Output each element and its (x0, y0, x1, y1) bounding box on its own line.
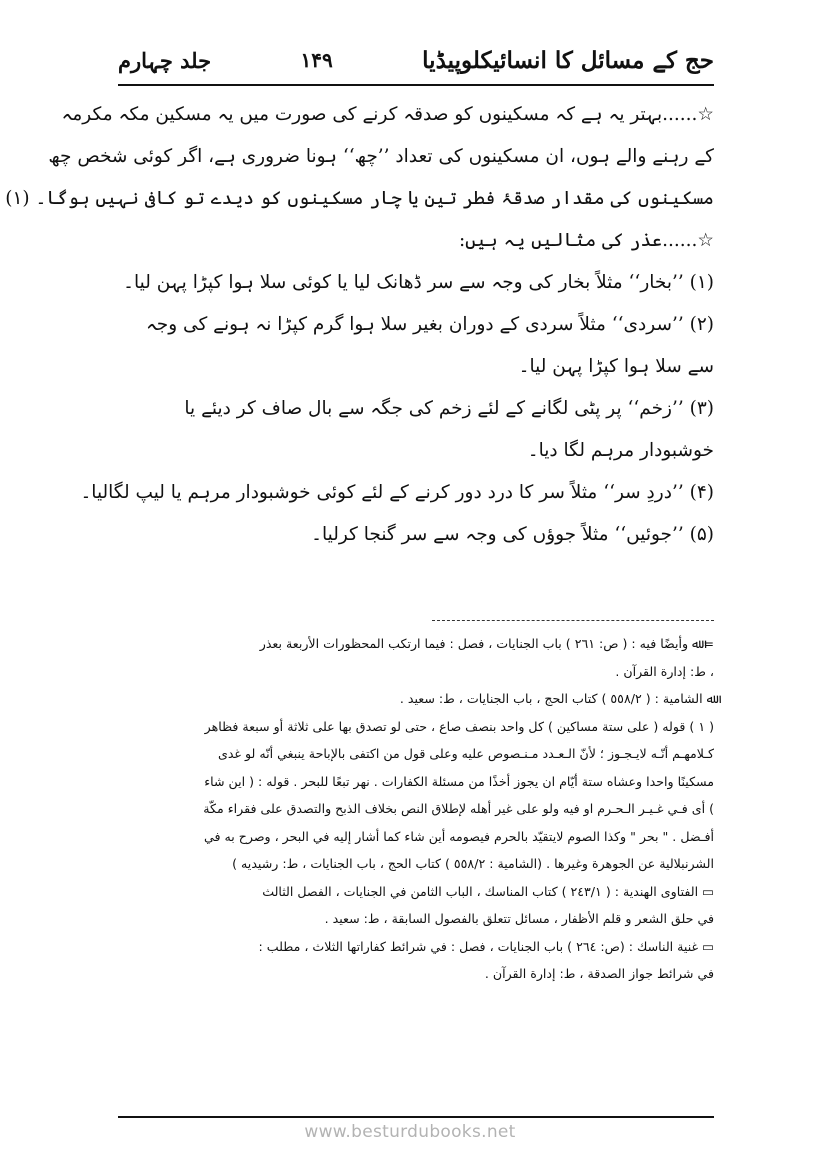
header-rule (118, 84, 714, 86)
footnote-line: ▭ غنية الناسك : (ص: ٢٦٤ ) باب الجنايات ، فصل : في شرائط كفاراتها الثلاث ، مطلب : (258, 938, 714, 954)
footnote-line: ، ط: إدارة القرآن . (615, 663, 714, 679)
body-line: سے سلا ہوا کپڑا پہن لیا۔ (518, 356, 714, 377)
footnote-line: = ﷲ وأيضًا فيه : ( ص: ٢٦١ ) باب الجنايات ، فصل : فيما ارتكب المحظورات الأربعة بعذر (259, 636, 714, 651)
body-line: (۴) ’’دردِ سر‘‘ مثلاً سر کا درد دور کرنے کے لئے کوئی خوشبودار مرہم یا لیپ لگالیا۔ (80, 482, 714, 503)
footnote-line: ▭ الفتاوى الهندية : ( ٢٤٣/١ ) كتاب المناسك ، الباب الثامن في الجنايات ، الفصل الثالث (262, 883, 714, 899)
volume-label: جلد چہارم (118, 47, 212, 73)
footnote-line: ﷲ الشامية : ( ٥٥٨/٢ ) كتاب الحج ، باب الجنايات ، ط: سعيد . (399, 691, 714, 706)
body-line: (۲) ’’سردی‘‘ مثلاً سردی کے دوران بغیر سلا ہوا گرم کپڑا نہ ہونے کی وجہ (145, 314, 714, 335)
book-title: حج کے مسائل کا انسائیکلوپیڈیا (422, 46, 714, 74)
body-line: ☆......عذر کی مثالیں یہ ہیں: (458, 230, 714, 251)
main-text (5, 94, 714, 556)
page-number: ۱۴۹ (300, 48, 333, 72)
body-line: مسکینوں کی مقدار صدقۂ فطر تین یا چار مسکینوں کو دیدے تو کافی نہیں ہوگا۔ (۱) (5, 188, 714, 209)
footnote-line: في شرائط جواز الصدقة ، ط: إدارة القرآن . (484, 966, 714, 981)
page-header (118, 40, 714, 80)
footnote-line: ( ١ ) قوله ( على ستة مساكين ) كل واحد بنصف صاع ، حتى لو تصدق بها على ثلاثة أو سبعة فظاهر (204, 718, 714, 734)
footer-rule (118, 1116, 714, 1118)
body-line: خوشبودار مرہم لگا دیا۔ (527, 440, 714, 461)
footnote-separator (432, 620, 714, 621)
footnote-line: أفـضل . " بحر " وكذا الصوم لايتقيّد بالحرم فيصومه أين شاء كما أشار إليه في البحر ، وصرح به في (203, 828, 714, 844)
watermark-url: www.besturdubooks.net (304, 1122, 516, 1142)
body-line: کے رہنے والے ہوں، ان مسکینوں کی تعداد ’’چھ‘‘ ہونا ضروری ہے، اگر کوئی شخص چھ (48, 146, 714, 167)
body-line: (۳) ’’زخم‘‘ پر پٹی لگانے کے لئے زخم کی جگہ سے بال صاف کر دیئے یا (184, 398, 714, 419)
footnote-line: الشرنبلالية عن الجوهرة وغيرها . (الشامية : ٥٥٨/٢ ) كتاب الحج ، باب الجنايات ، ط: رشيديه ) (232, 856, 714, 871)
body-line: (۵) ’’جوئیں‘‘ مثلاً جوؤں کی وجہ سے سر گنجا کرلیا۔ (311, 524, 714, 545)
footnotes (118, 630, 714, 988)
footnote-line: ) أى فـي غـيـر الـحـرم او فيه ولو على غير أهله لإطلاق النص بخلاف الذبح والتصدق على فقراء مكّة (203, 801, 714, 816)
body-line: ☆......بہتر یہ ہے کہ مسکینوں کو صدقہ کرنے کی صورت میں یہ مسکین مکہ مکرمہ (61, 104, 714, 125)
footnote-line: كـلامهـم أنّـه لايـجـوز ؛ لأنّ الـعـدد مـنـصوص عليه وعلى قول من اكتفى بالإباحة ينبغي أنّه لو غدى (217, 746, 714, 761)
body-line: (۱) ’’بخار‘‘ مثلاً بخار کی وجہ سے سر ڈھانک لیا یا کوئی سلا ہوا کپڑا پہن لیا۔ (123, 272, 714, 293)
footnote-line: مسكينًا واحدا وعشاه ستة أيّام ان يجوز أخذًا من مسئلة الكفارات . نهر تبعًا للبحر . قوله : ( اين شاء (204, 773, 714, 789)
footnote-line: في حلق الشعر و قلم الأظفار ، مسائل تتعلق بالفصول السابقة ، ط: سعيد . (324, 911, 714, 926)
